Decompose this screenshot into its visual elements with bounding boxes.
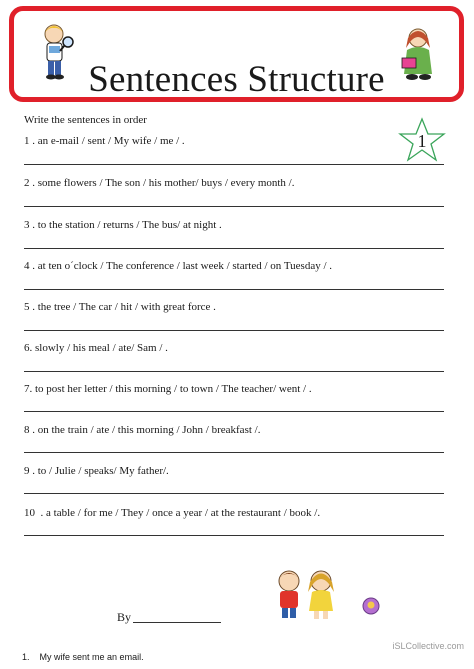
exercise-item-6: 6. slowly / his meal / ate/ Sam / . bbox=[24, 342, 168, 354]
exercise-item-8: 8 . on the train / ate / this morning / John / breakfast /. bbox=[24, 424, 261, 436]
answer-line-8 bbox=[24, 452, 444, 453]
boy-magnifier-clipart bbox=[36, 20, 76, 84]
round-logo-icon bbox=[362, 597, 380, 615]
answer-line-1 bbox=[24, 164, 444, 165]
answer-line-9 bbox=[24, 493, 444, 494]
exercise-item-5: 5 . the tree / The car / hit / with great force . bbox=[24, 301, 216, 313]
star-number: 1 bbox=[417, 131, 427, 151]
answer-line-2 bbox=[24, 206, 444, 207]
site-watermark: iSLCollective.com bbox=[392, 641, 464, 651]
exercise-item-1: 1 . an e-mail / sent / My wife / me / . bbox=[24, 135, 185, 147]
name-line bbox=[133, 622, 221, 623]
girl-reading-clipart bbox=[398, 26, 438, 82]
answer-line-4 bbox=[24, 289, 444, 290]
title-frame bbox=[9, 6, 464, 102]
exercise-item-3: 3 . to the station / returns / The bus/ at night . bbox=[24, 219, 222, 231]
exercise-item-2: 2 . some flowers / The son / his mother/ buys / every month /. bbox=[24, 177, 295, 189]
kids-clipart bbox=[272, 568, 342, 622]
answer-key: 1. My wife sent me an email. bbox=[22, 652, 144, 662]
answer-line-7 bbox=[24, 411, 444, 412]
exercise-item-7: 7. to post her letter / this morning / to town / The teacher/ went / . bbox=[24, 383, 312, 395]
star-number-badge bbox=[397, 117, 447, 163]
exercise-item-4: 4 . at ten o´clock / The conference / last week / started / on Tuesday / . bbox=[24, 260, 333, 272]
answer-line-10 bbox=[24, 535, 444, 536]
answer-line-5 bbox=[24, 330, 444, 331]
page-title: Sentences Structure bbox=[88, 59, 385, 100]
instruction-text: Write the sentences in order bbox=[24, 114, 147, 126]
exercise-item-9: 9 . to / Julie / speaks/ My father/. bbox=[24, 465, 169, 477]
by-label: By bbox=[117, 610, 132, 624]
exercise-item-10: 10 . a table / for me / They / once a year / at the restaurant / book /. bbox=[24, 507, 321, 519]
answer-line-6 bbox=[24, 371, 444, 372]
answer-line-3 bbox=[24, 248, 444, 249]
